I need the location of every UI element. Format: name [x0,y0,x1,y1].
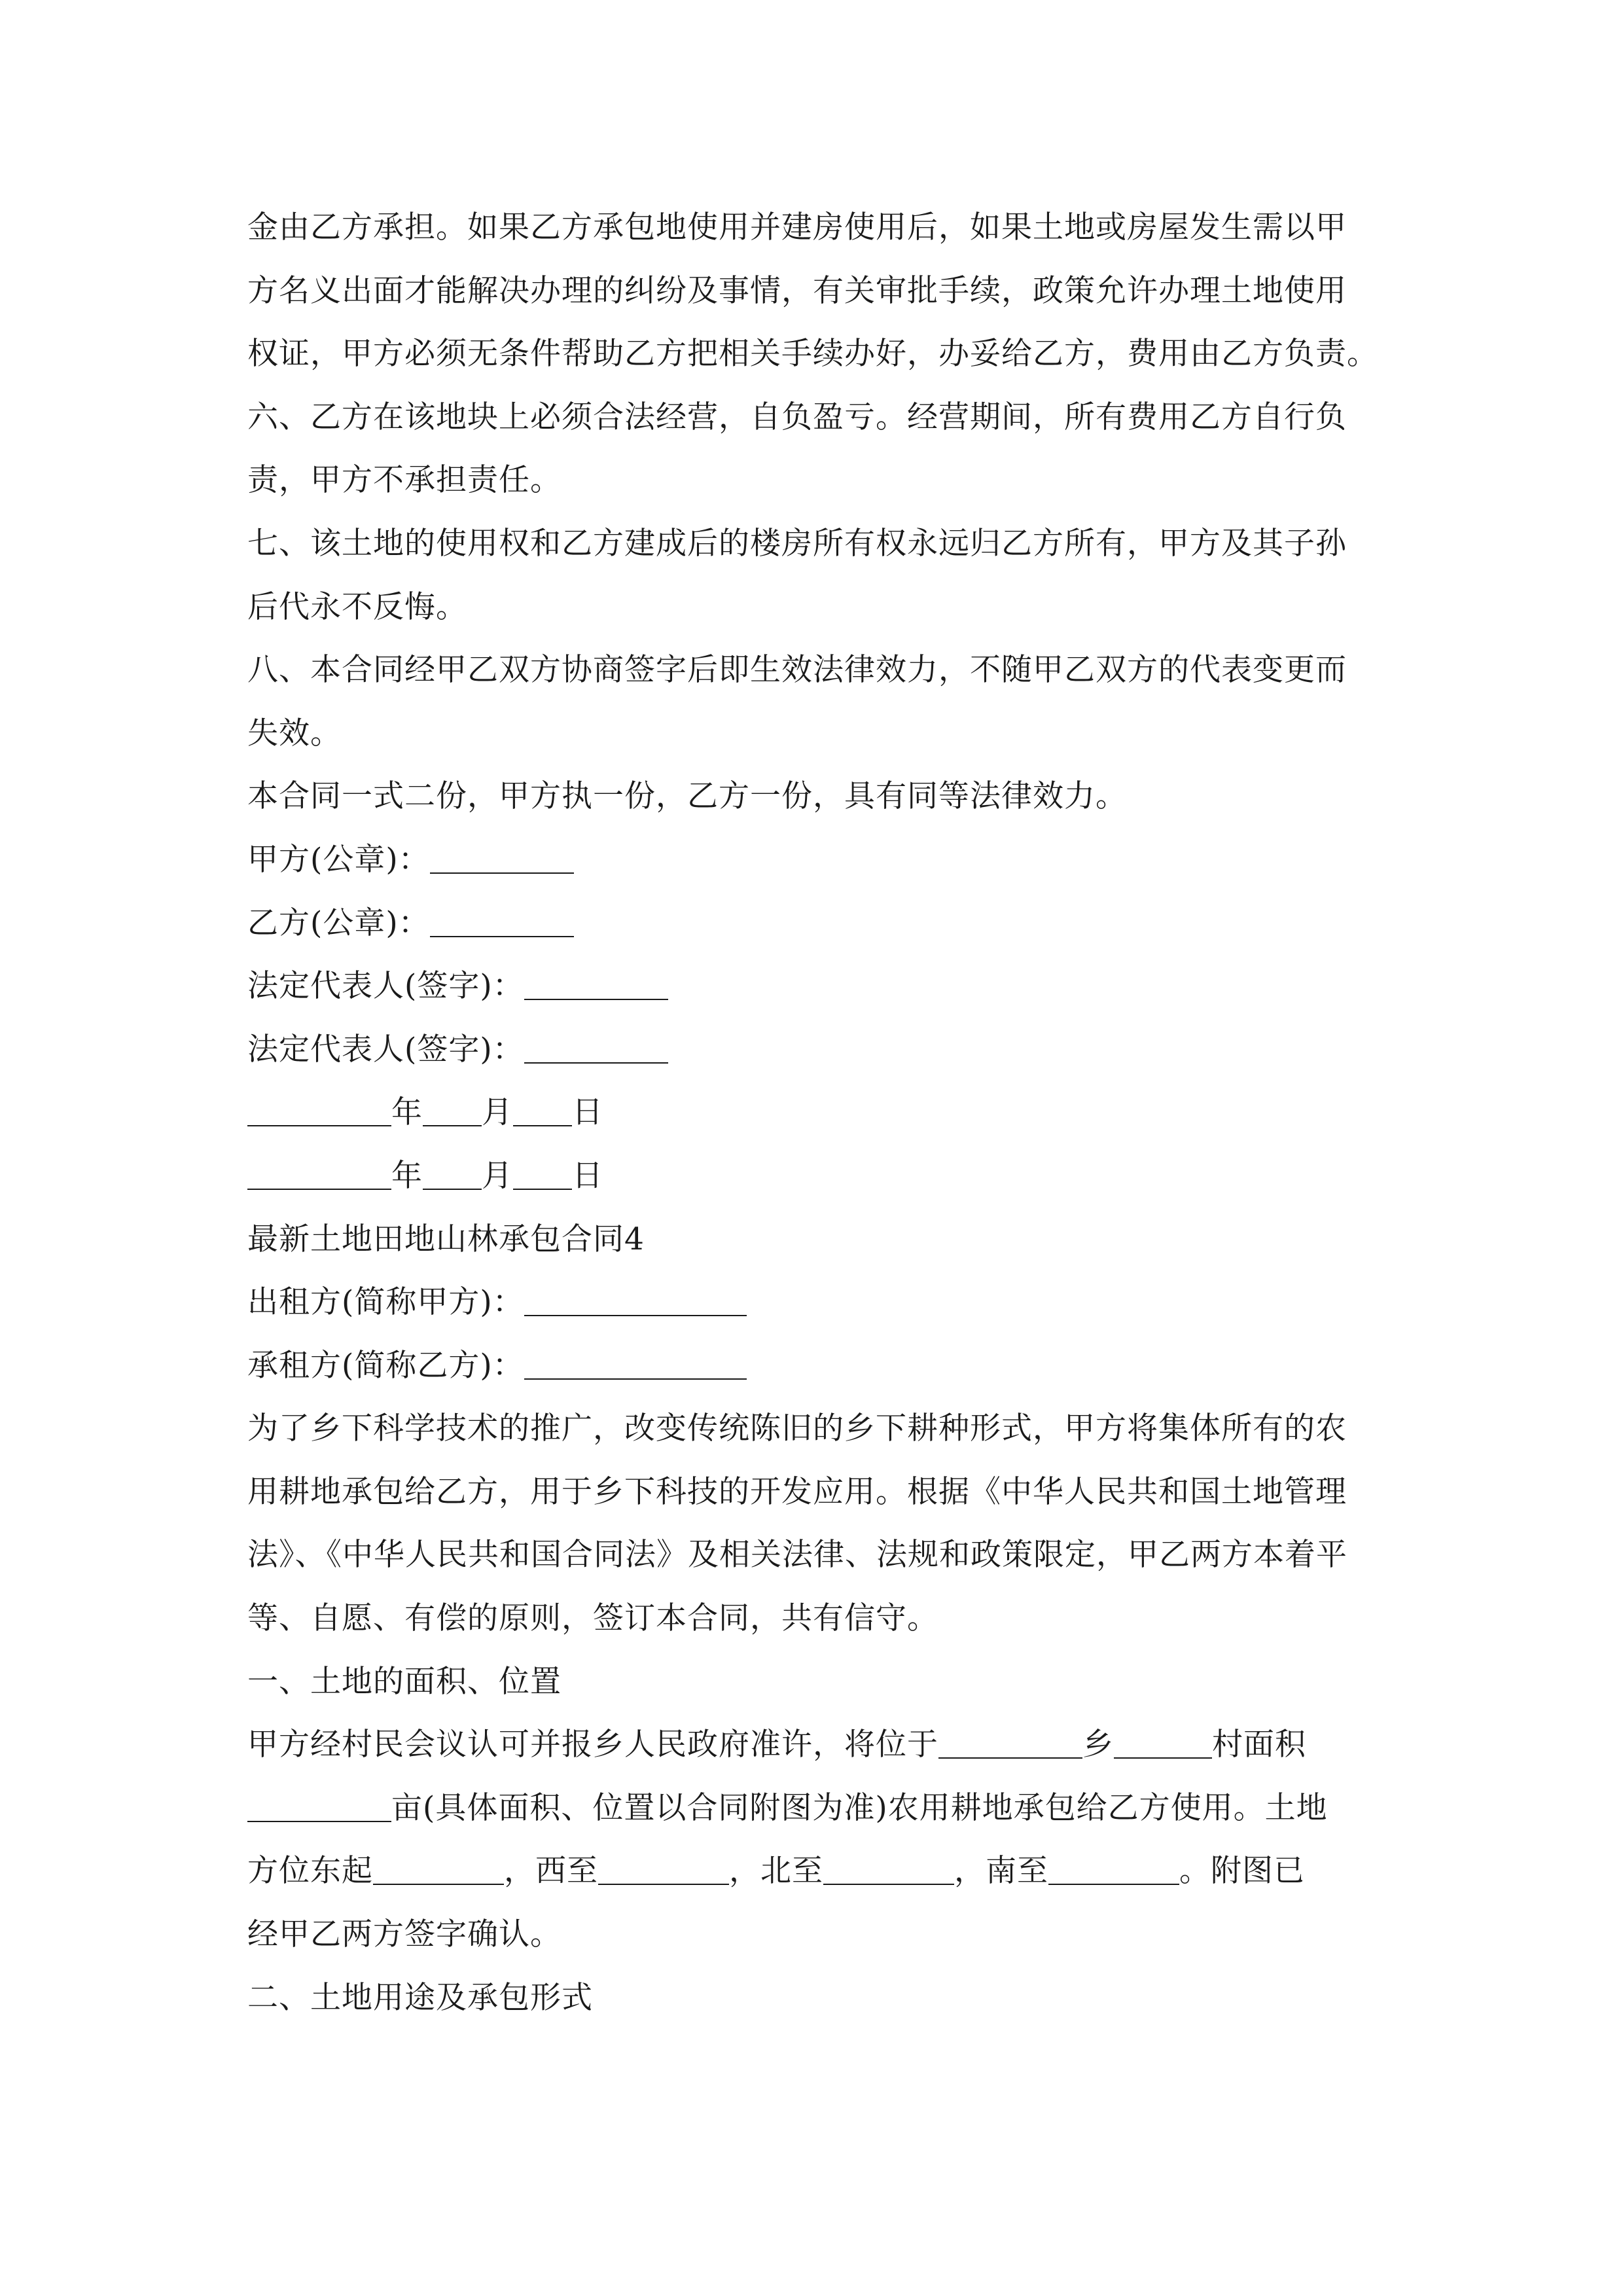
paragraph-line: 方名义出面才能解决办理的纠纷及事情，有关审批手续，政策允许办理土地使用 [247,272,1347,309]
legal-rep-row-2 [247,1018,1399,1082]
land-boundary-row [247,1840,1399,1903]
clause-six: 六、乙方在该地块上必须合法经营，自负盈亏。经营期间，所有费用乙方自行负 [247,399,1347,435]
paragraph-line: 等、自愿、有偿的原则，签订本合同，共有信守。 [247,1600,938,1637]
land-text: ，北至 [729,1853,823,1890]
day-label: 日 [572,1157,603,1194]
land-text: 乡 [1082,1727,1114,1763]
lessor-label: 出租方(简称甲方)： [247,1284,524,1321]
party-a-seal-label: 甲方(公章)： [247,841,430,878]
contract-title: 最新土地田地山林承包合同4 [247,1221,645,1257]
paragraph-line: 失效。 [247,715,342,751]
paragraph-line: 责，甲方不承担责任。 [247,462,562,499]
day-blank[interactable] [513,1160,572,1190]
lessee-blank[interactable] [524,1350,747,1380]
paragraph-line: 金由乙方承担。如果乙方承包地使用并建房使用后，如果土地或房屋发生需以甲 [247,209,1347,245]
land-text: 亩(具体面积、位置以合同附图为准)农用耕地承包给乙方使用。土地 [391,1789,1328,1826]
party-a-seal-row [247,829,1399,892]
month-blank[interactable] [423,1160,482,1190]
party-b-seal-blank[interactable] [430,907,574,937]
section-heading-two: 二、土地用途及承包形式 [247,1979,593,2016]
paragraph-line: 法》、《中华人民共和国合同法》及相关法律、法规和政策限定，甲乙两方本着平 [247,1537,1347,1573]
day-blank[interactable] [513,1096,572,1126]
legal-rep-row-1 [247,955,1399,1018]
lessee-row [247,1335,1399,1398]
land-area-row [247,1777,1399,1840]
party-b-seal-label: 乙方(公章)： [247,905,430,941]
paragraph-line: 后代永不反悔。 [247,588,467,625]
year-label: 年 [391,1157,423,1194]
legal-rep-blank-1[interactable] [524,970,668,1000]
legal-rep-label-2: 法定代表人(签字)： [247,1031,524,1067]
land-text: 村面积 [1212,1727,1306,1763]
date-row-1 [247,1081,1399,1145]
party-b-seal-row [247,892,1399,956]
paragraph-line: 用耕地承包给乙方，用于乡下科技的开发应用。根据《中华人民共和国土地管理 [247,1473,1347,1510]
area-blank[interactable] [247,1792,391,1822]
clause-eight: 八、本合同经甲乙双方协商签字后即生效法律效力，不随甲乙双方的代表变更而 [247,652,1347,689]
legal-rep-blank-2[interactable] [524,1033,668,1064]
paragraph-line: 为了乡下科学技术的推广，改变传统陈旧的乡下耕种形式，甲方将集体所有的农 [247,1410,1347,1447]
lessee-label: 承租方(简称乙方)： [247,1347,524,1384]
year-label: 年 [391,1094,423,1131]
copies-statement: 本合同一式二份，甲方执一份，乙方一份，具有同等法律效力。 [247,778,1127,815]
legal-rep-label-1: 法定代表人(签字)： [247,968,524,1005]
section-heading-one: 一、土地的面积、位置 [247,1663,562,1700]
south-blank[interactable] [1048,1855,1179,1885]
paragraph-line: 权证，甲方必须无条件帮助乙方把相关手续办好，办妥给乙方，费用由乙方负责。 [247,336,1378,372]
paragraph-line: 经甲乙两方签字确认。 [247,1916,562,1953]
west-blank[interactable] [598,1855,729,1885]
year-blank[interactable] [247,1160,391,1190]
land-text: 甲方经村民会议认可并报乡人民政府准许，将位于 [247,1727,938,1763]
township-blank[interactable] [938,1729,1082,1759]
lessor-blank[interactable] [524,1286,747,1316]
land-text: 方位东起 [247,1853,373,1890]
year-blank[interactable] [247,1096,391,1126]
month-label: 月 [482,1094,513,1131]
village-blank[interactable] [1114,1729,1212,1759]
date-row-2 [247,1145,1399,1208]
party-a-seal-blank[interactable] [430,844,574,874]
month-blank[interactable] [423,1096,482,1126]
land-text: ，西至 [504,1853,598,1890]
north-blank[interactable] [823,1855,954,1885]
east-blank[interactable] [373,1855,504,1885]
document-page [247,196,1399,2030]
clause-seven: 七、该土地的使用权和乙方建成后的楼房所有权永远归乙方所有，甲方及其子孙 [247,525,1347,562]
land-text: 。附图已 [1179,1853,1305,1890]
lessor-row [247,1271,1399,1335]
month-label: 月 [482,1157,513,1194]
day-label: 日 [572,1094,603,1131]
land-location-row [247,1713,1399,1777]
land-text: ，南至 [954,1853,1048,1890]
